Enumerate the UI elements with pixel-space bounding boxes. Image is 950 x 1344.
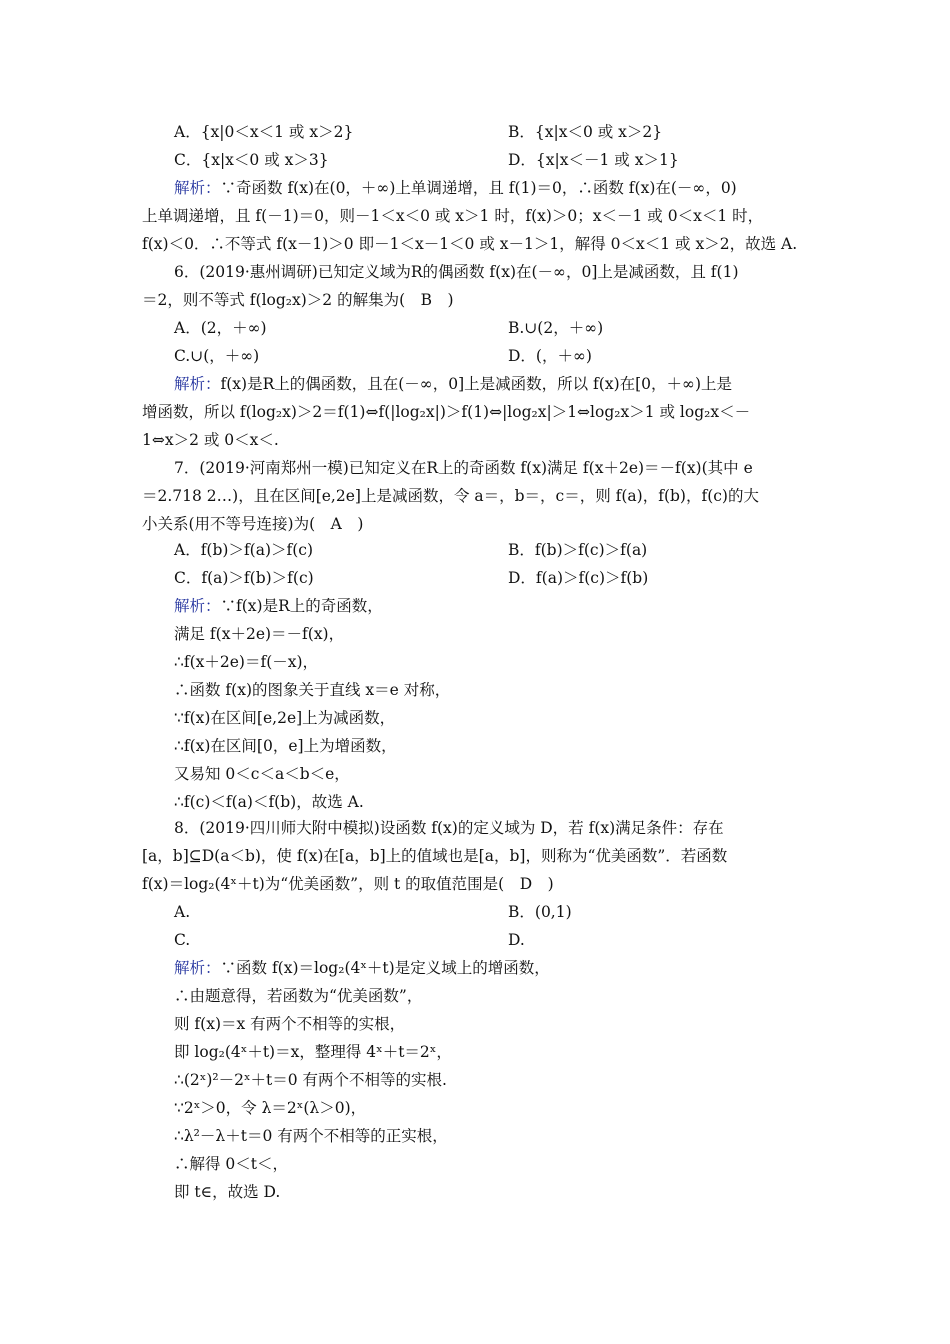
q7-solution-line: 又易知 0＜c＜a＜b＜e，	[174, 765, 350, 783]
q5-option-b: B．{x|x＜0 或 x＞2}	[508, 123, 663, 141]
q8-option-b: B．(0,1)	[508, 903, 572, 921]
q8-solution-line: 即 t∈，故选 D.	[174, 1183, 281, 1201]
solution-label: 解析：	[174, 959, 221, 977]
q6-option-a: A．(2，＋∞)	[174, 319, 267, 337]
q7-solution-line	[174, 596, 383, 616]
q6-solution-line	[174, 374, 732, 394]
q6-solution-line: 增函数，所以 f(log₂x)＞2＝f(1)⇔f(|log₂x|)＞f(1)⇔|log₂x|＞1⇔log₂x＞1 或 log₂x＜－	[142, 403, 751, 421]
q8-solution-line: ∴λ²－λ＋t＝0 有两个不相等的正实根，	[174, 1127, 448, 1145]
q6-option-d: D．(，＋∞)	[508, 347, 592, 365]
q8-solution-line: ∴由题意得，若函数为“优美函数”，	[174, 987, 423, 1005]
q7-stem-line: 7．(2019·河南郑州一模)已知定义在R上的奇函数 f(x)满足 f(x＋2e)＝－f(x)(其中 e	[174, 459, 753, 477]
q8-stem-line: 8．(2019·四川师大附中模拟)设函数 f(x)的定义域为 D，若 f(x)满足条件：存在	[174, 819, 724, 837]
q8-solution-line	[174, 958, 550, 978]
q8-solution-line: ∵2ˣ＞0，令 λ＝2ˣ(λ＞0)，	[174, 1099, 367, 1117]
q5-solution-line: 上单调递增，且 f(－1)＝0，则－1＜x＜0 或 x＞1 时，f(x)＞0；x＜－1 或 0＜x＜1 时，	[142, 207, 764, 225]
q8-stem-line: f(x)＝log₂(4ˣ＋t)为“优美函数”，则 t 的取值范围是( D )	[142, 875, 554, 893]
q8-option-c: C.	[174, 931, 191, 949]
solution-text: ∵奇函数 f(x)在(0，＋∞)上单调递增，且 f(1)＝0，∴函数 f(x)在(－∞，0)	[220, 179, 737, 197]
q7-solution-line: ∴f(x＋2e)＝f(－x)，	[174, 653, 319, 671]
q7-solution-line: 满足 f(x＋2e)＝－f(x)，	[174, 625, 345, 643]
q5-solution-line: f(x)＜0．∴不等式 f(x－1)＞0 即－1＜x－1＜0 或 x－1＞1，解得 0＜x＜1 或 x＞2，故选 A.	[142, 235, 798, 253]
q6-option-c: C.∪(，＋∞)	[174, 347, 260, 365]
solution-text: f(x)是R上的偶函数，且在(－∞，0]上是减函数，所以 f(x)在[0，＋∞)上是	[220, 375, 732, 393]
q8-solution-line: ∴解得 0＜t＜，	[174, 1155, 289, 1173]
q8-solution-line: 则 f(x)＝x 有两个不相等的实根，	[174, 1015, 406, 1033]
q7-solution-line: ∴f(x)在区间[0，e]上为增函数，	[174, 737, 397, 755]
q8-option-d: D.	[508, 931, 525, 949]
q8-option-a: A.	[174, 903, 191, 921]
q5-option-a: A．{x|0＜x＜1 或 x＞2}	[174, 123, 354, 141]
q5-solution-line	[174, 178, 737, 198]
solution-text: ∵函数 f(x)＝log₂(4ˣ＋t)是定义域上的增函数，	[220, 959, 550, 977]
q8-stem-line: [a，b]⊆D(a＜b)，使 f(x)在[a，b]上的值域也是[a，b]，则称为“优美函数”．若函数	[142, 847, 728, 865]
q7-solution-line: ∴函数 f(x)的图象关于直线 x＝e 对称，	[174, 681, 451, 699]
q8-solution-line: 即 log₂(4ˣ＋t)＝x，整理得 4ˣ＋t＝2ˣ，	[174, 1043, 452, 1061]
q5-option-c: C．{x|x＜0 或 x＞3}	[174, 151, 329, 169]
solution-text: ∵f(x)是R上的奇函数，	[220, 597, 383, 615]
q7-option-c: C．f(a)＞f(b)＞f(c)	[174, 569, 314, 587]
q8-solution-line: ∴(2ˣ)²－2ˣ＋t＝0 有两个不相等的实根.	[174, 1071, 447, 1089]
q6-option-b: B.∪(2，＋∞)	[508, 319, 604, 337]
q6-stem-line: 6．(2019·惠州调研)已知定义域为R的偶函数 f(x)在(－∞，0]上是减函数，且 f(1)	[174, 263, 739, 281]
q7-solution-line: ∴f(c)＜f(a)＜f(b)，故选 A.	[174, 793, 364, 811]
q7-solution-line: ∵f(x)在区间[e,2e]上为减函数，	[174, 709, 396, 727]
q7-option-b: B．f(b)＞f(c)＞f(a)	[508, 541, 648, 559]
q5-option-d: D．{x|x＜－1 或 x＞1}	[508, 151, 679, 169]
solution-label: 解析：	[174, 179, 221, 197]
q6-stem-line: ＝2，则不等式 f(log₂x)＞2 的解集为( B )	[142, 291, 454, 309]
q7-option-d: D．f(a)＞f(c)＞f(b)	[508, 569, 649, 587]
q7-stem-line: 小关系(用不等号连接)为( A )	[142, 515, 364, 533]
q6-solution-line: 1⇔x＞2 或 0＜x＜.	[142, 431, 279, 449]
solution-label: 解析：	[174, 375, 221, 393]
q7-stem-line: ＝2.718 2…)，且在区间[e,2e]上是减函数，令 a＝，b＝，c＝，则 f(a)，f(b)，f(c)的大	[142, 487, 759, 505]
q7-option-a: A．f(b)＞f(a)＞f(c)	[174, 541, 314, 559]
solution-label: 解析：	[174, 597, 221, 615]
